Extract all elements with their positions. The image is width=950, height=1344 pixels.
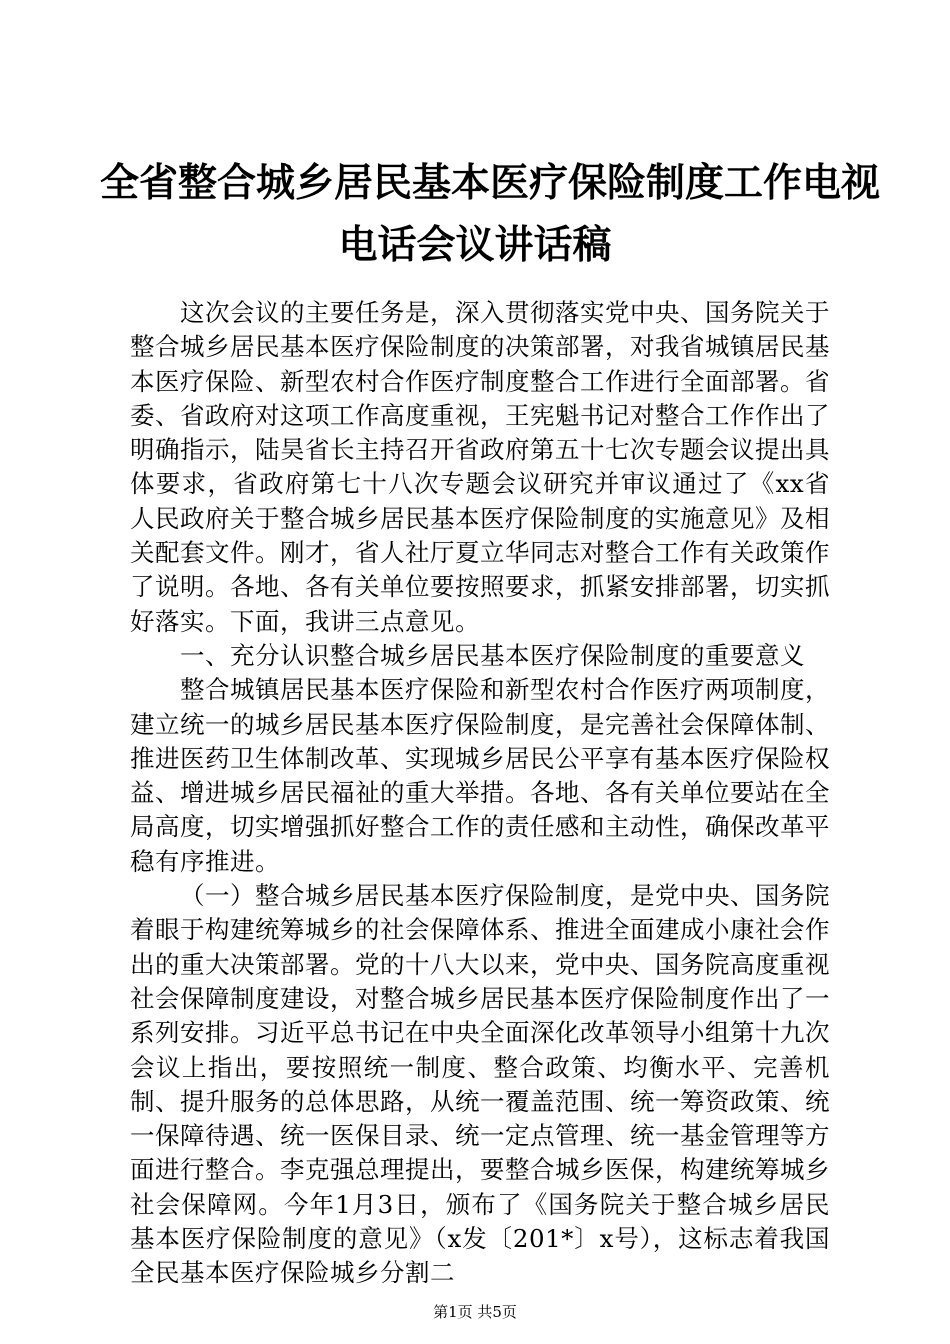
document-title-line2: 电话会议讲话稿 [338,223,612,268]
paragraph-section-1: 整合城镇居民基本医疗保险和新型农村合作医疗两项制度，建立统一的城乡居民基本医疗保险制度，是完善社会保障体制、推进医药卫生体制改革、实现城乡居民公平享有基本医疗保险权益、增进城乡居民福祉的重大举措。各地、各有关单位要站在全局高度，切实增强抓好整合工作的责任感和主动性，确保改革平稳有序推进。 [130,675,830,876]
paragraph-intro: 这次会议的主要任务是，深入贯彻落实党中央、国务院关于整合城乡居民基本医疗保险制度的决策部署，对我省城镇居民基本医疗保险、新型农村合作医疗制度整合工作进行全面部署。省委、省政府对这项工作高度重视，王宪魁书记对整合工作作出了明确指示，陆昊省长主持召开省政府第五十七次专题会议提出具体要求，省政府第七十八次专题会议研究并审议通过了《xx省人民政府关于整合城乡居民基本医疗保险制度的实施意见》及相关配套文件。刚才，省人社厅夏立华同志对整合工作有关政策作了说明。各地、各有关单位要按照要求，抓紧安排部署，切实抓好落实。下面，我讲三点意见。 [130,298,830,636]
paragraph-subsection-1: （一）整合城乡居民基本医疗保险制度，是党中央、国务院着眼于构建统筹城乡的社会保障体系、推进全面建成小康社会作出的重大决策部署。党的十八大以来，党中央、国务院高度重视社会保障制度建设，对整合城乡居民基本医疗保险制度作出了一系列安排。习近平总书记在中央全面深化改革领导小组第十九次会议上指出，要按照统一制度、整合政策、均衡水平、完善机制、提升服务的总体思路，从统一覆盖范围、统一筹资政策、统一保障待遇、统一医保目录、统一定点管理、统一基金管理等方面进行整合。李克强总理提出，要整合城乡医保，构建统筹城乡社会保障网。今年1月3日，颁布了《国务院关于整合城乡居民基本医疗保险制度的意见》（x发〔201*〕x号），这标志着我国全民基本医疗保险城乡分割二 [130,881,830,1288]
page-footer: 第1页 共5页 [433,1303,517,1321]
section-heading-1: 一、充分认识整合城乡居民基本医疗保险制度的重要意义 [180,640,805,670]
document-title-line1: 全省整合城乡居民基本医疗保险制度工作电视 [100,161,881,206]
document-body [130,296,830,1291]
